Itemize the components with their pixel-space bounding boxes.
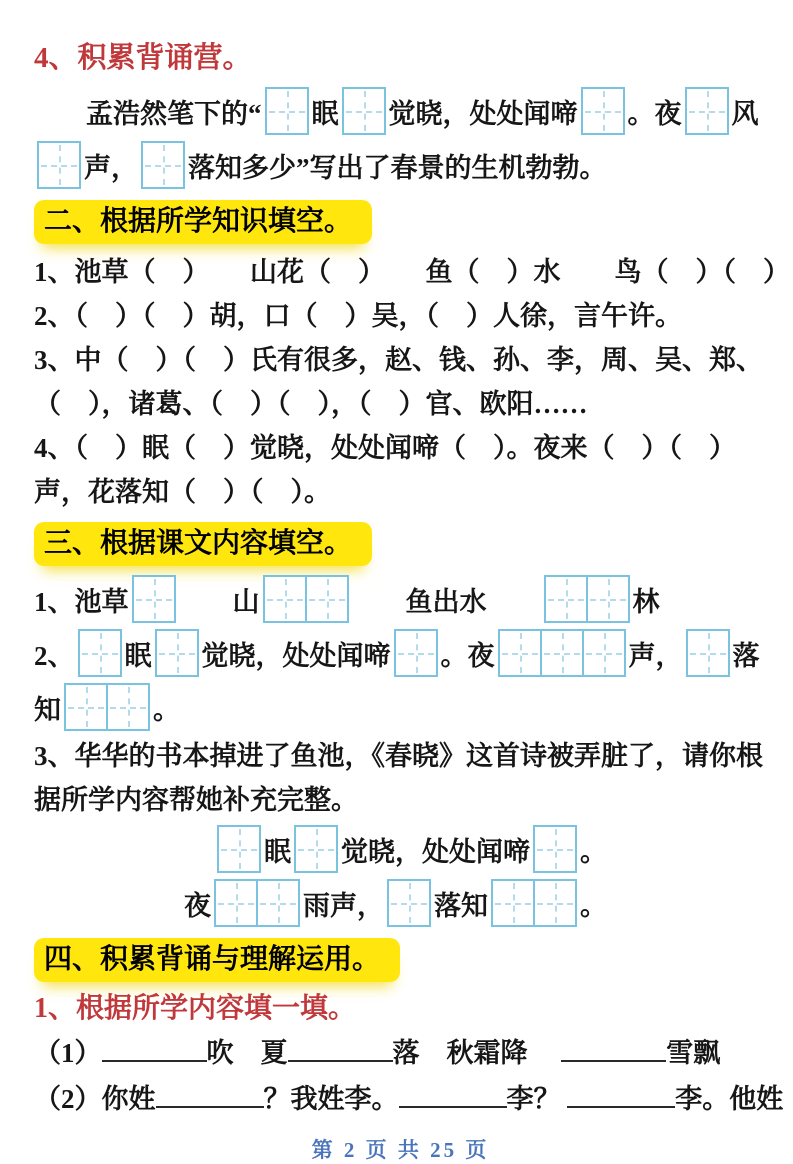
section-heading-row xyxy=(34,938,767,982)
subheading-fill-in: 1、根据所学内容填一填。 xyxy=(34,993,357,1024)
char-writing-box[interactable] xyxy=(263,575,307,623)
text-segment: 李。他姓 xyxy=(675,1084,784,1114)
answer-blank[interactable] xyxy=(102,1060,207,1062)
text-segment: 吹 夏 xyxy=(206,1038,288,1068)
worksheet-line: 3、中（ ）（ ）氏有很多，赵、钱、孙、李，周、吴、郑、 xyxy=(34,345,763,375)
text-segment: 李？ xyxy=(506,1084,568,1114)
text-segment: 落 xyxy=(732,640,760,671)
worksheet-line xyxy=(34,1076,784,1122)
char-writing-box-group xyxy=(498,629,626,677)
text-segment: 。 xyxy=(580,836,607,867)
worksheet-line: 2、（ ）（ ）胡，口（ ）吴，（ ）人徐，言午许。 xyxy=(34,301,682,331)
text-segment: 夜 xyxy=(184,890,211,921)
char-writing-box-group xyxy=(263,575,349,623)
char-writing-box[interactable] xyxy=(342,87,386,135)
poem-line xyxy=(214,822,767,876)
char-writing-box[interactable] xyxy=(581,87,625,135)
text-segment: 雨声， xyxy=(303,890,384,921)
text-segment: 鱼出水 xyxy=(351,586,541,617)
text-segment: 觉晓，处处闻啼 xyxy=(201,640,391,671)
text-segment: 孟浩然笔下的“ xyxy=(86,98,262,129)
text-segment: 声， xyxy=(84,152,138,183)
char-writing-box[interactable] xyxy=(217,825,261,873)
text-segment: 落 秋霜降 xyxy=(392,1038,562,1068)
text-segment: 眠 xyxy=(311,98,339,129)
char-writing-box[interactable] xyxy=(540,629,584,677)
page-number-footer: 第 2 页 共 25 页 xyxy=(311,1138,490,1162)
char-writing-box[interactable] xyxy=(394,629,438,677)
text-segment: 。 xyxy=(580,890,607,921)
text-segment: （1） xyxy=(34,1038,102,1068)
char-writing-box[interactable] xyxy=(155,629,199,677)
worksheet-line: 4、（ ）眠（ ）觉晓，处处闻啼（ ）。夜来（ ）（ ） xyxy=(34,433,736,463)
text-segment: 1、池草 xyxy=(34,586,129,617)
char-writing-box[interactable] xyxy=(64,683,108,731)
text-segment: 知 xyxy=(34,694,61,725)
worksheet-line: 3、华华的书本掉进了鱼池，《春晓》这首诗被弄脏了，请你根 xyxy=(34,741,763,771)
char-writing-box[interactable] xyxy=(533,825,577,873)
section-heading-three: 三、根据课文内容填空。 xyxy=(34,522,372,566)
char-writing-box[interactable] xyxy=(586,575,630,623)
section-heading-two: 二、根据所学知识填空。 xyxy=(34,200,372,244)
char-writing-box[interactable] xyxy=(78,629,122,677)
char-writing-box[interactable] xyxy=(533,879,577,927)
worksheet-line xyxy=(34,572,767,626)
text-segment: 林 xyxy=(632,586,660,617)
text-segment: 觉晓，处处闻啼 xyxy=(341,836,530,867)
worksheet-line xyxy=(34,84,767,138)
char-writing-box[interactable] xyxy=(256,879,300,927)
char-writing-box[interactable] xyxy=(37,141,81,189)
worksheet-line: 声，花落知（ ）（ ）。 xyxy=(34,477,331,507)
answer-blank[interactable] xyxy=(156,1106,264,1108)
char-writing-box[interactable] xyxy=(106,683,150,731)
worksheet-line xyxy=(34,1030,767,1076)
section-heading-row xyxy=(34,200,767,244)
char-writing-box-group xyxy=(64,683,150,731)
text-segment: 落知 xyxy=(434,890,488,921)
char-writing-box[interactable] xyxy=(498,629,542,677)
text-segment: 眠 xyxy=(264,836,291,867)
char-writing-box[interactable] xyxy=(686,629,730,677)
answer-blank[interactable] xyxy=(567,1106,675,1108)
section-heading-accumulate: 4、积累背诵营。 xyxy=(34,42,252,74)
char-writing-box[interactable] xyxy=(491,879,535,927)
char-writing-box[interactable] xyxy=(294,825,338,873)
char-writing-box-group xyxy=(491,879,577,927)
char-writing-box-group xyxy=(214,879,300,927)
text-segment: （2）你姓 xyxy=(34,1084,156,1114)
answer-blank[interactable] xyxy=(399,1106,507,1108)
char-writing-box[interactable] xyxy=(214,879,258,927)
text-segment: 风 xyxy=(731,98,759,129)
text-segment: 眠 xyxy=(124,640,152,671)
text-segment: 落知多少”写出了春景的生机勃勃。 xyxy=(188,152,607,183)
text-segment: 声， xyxy=(628,640,683,671)
text-segment: 雪飘 xyxy=(666,1038,721,1068)
text-segment: 山 xyxy=(178,586,260,617)
text-segment: 。夜 xyxy=(627,98,682,129)
answer-blank[interactable] xyxy=(561,1060,666,1062)
worksheet-line: 据所学内容帮她补充完整。 xyxy=(34,785,358,815)
worksheet-line: 1、池草（ ） 山花（ ） 鱼（ ）水 鸟（ ）（ ） xyxy=(34,257,790,287)
char-writing-box[interactable] xyxy=(685,87,729,135)
char-writing-box[interactable] xyxy=(544,575,588,623)
char-writing-box[interactable] xyxy=(132,575,176,623)
text-segment: 。 xyxy=(153,694,180,725)
char-writing-box[interactable] xyxy=(265,87,309,135)
worksheet-line xyxy=(34,680,767,734)
answer-blank[interactable] xyxy=(288,1060,393,1062)
worksheet-line: （ ），诸葛、（ ）（ ），（ ）官、欧阳…… xyxy=(34,389,588,419)
text-segment: ？我姓李。 xyxy=(263,1084,399,1114)
text-segment: 。夜 xyxy=(440,640,495,671)
char-writing-box-group xyxy=(544,575,630,623)
section-heading-four: 四、积累背诵与理解运用。 xyxy=(34,938,400,982)
poem-line xyxy=(184,876,767,930)
char-writing-box[interactable] xyxy=(305,575,349,623)
text-segment: 觉晓，处处闻啼 xyxy=(388,98,578,129)
section-heading-row xyxy=(34,522,767,566)
char-writing-box[interactable] xyxy=(141,141,185,189)
worksheet-line xyxy=(34,138,767,192)
char-writing-box[interactable] xyxy=(387,879,431,927)
text-segment: 2、 xyxy=(34,640,75,671)
char-writing-box[interactable] xyxy=(582,629,626,677)
worksheet-line xyxy=(34,626,767,680)
